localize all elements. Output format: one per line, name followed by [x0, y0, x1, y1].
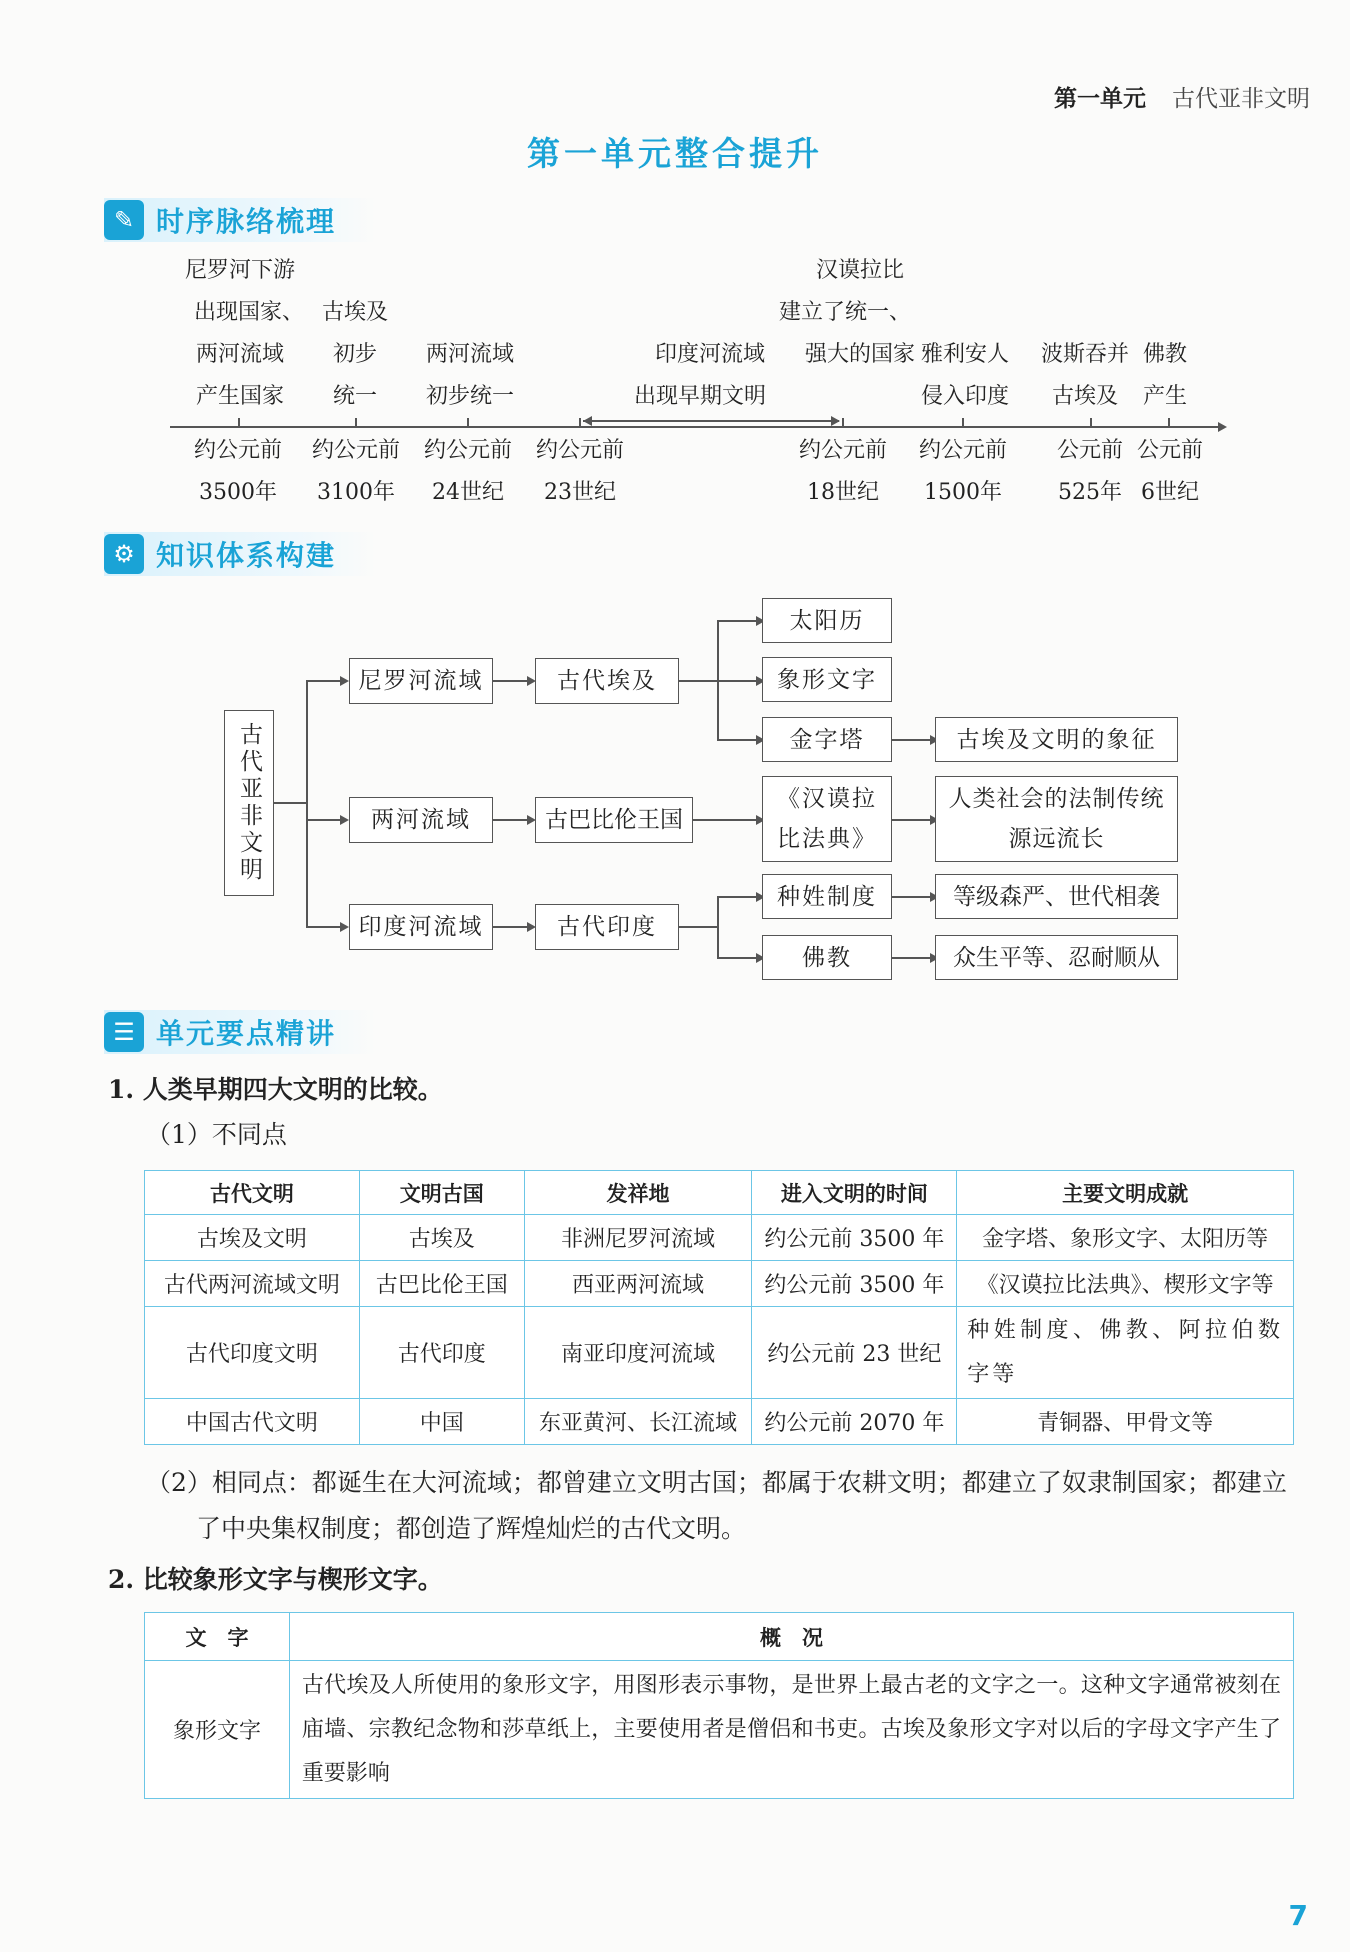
timeline-date: 约公元前 1500年: [918, 438, 1007, 505]
connector: [717, 739, 758, 741]
connector: [306, 926, 342, 928]
connector: [306, 819, 342, 821]
connector: [679, 680, 717, 682]
diagram-region-nile: 尼罗河流域: [349, 658, 493, 704]
diagram-civ-india: 古代印度: [535, 904, 679, 950]
diagram-item-pyramid: 金字塔: [762, 717, 892, 762]
table-header: 文 字: [145, 1613, 290, 1661]
table-cell: 中国: [359, 1399, 524, 1445]
timeline-axis-arrow: [1218, 422, 1227, 432]
table-cell: 古巴比伦王国: [359, 1261, 524, 1307]
timeline-date: 公元前 525年: [1056, 438, 1123, 505]
connector: [892, 957, 934, 959]
table-cell: 约公元前 2070 年: [752, 1399, 957, 1445]
timeline-date: 约公元前 3100年: [311, 438, 400, 505]
timeline-event-text: 古埃及 初步 统一: [321, 300, 388, 409]
timeline-event-text: 佛教 产生: [1142, 342, 1187, 409]
section-structure-heading: [104, 532, 376, 576]
diagram-result-law: 人类社会的法制传统源远流长: [935, 776, 1178, 862]
timeline-tick: [962, 418, 964, 427]
table-cell: 东亚黄河、长江流域: [524, 1399, 752, 1445]
table-header: 概 况: [289, 1613, 1293, 1661]
table-row: [145, 1661, 1294, 1799]
point1-sub1: （1）不同点: [146, 1120, 287, 1149]
table-cell: 象形文字: [145, 1661, 290, 1799]
running-header: [1054, 80, 1310, 113]
diagram-result-egypt: 古埃及文明的象征: [935, 717, 1178, 762]
header-title: 古代亚非文明: [1172, 86, 1310, 112]
table-row: [145, 1215, 1294, 1261]
table-cell: 古代印度文明: [145, 1307, 360, 1399]
table-cell: 南亚印度河流域: [524, 1307, 752, 1399]
diagram-item-code: 《汉谟拉比法典》: [762, 776, 892, 862]
timeline-span-arrow-right: [831, 416, 840, 426]
header-unit: 第一单元: [1054, 86, 1146, 112]
timeline-date: 公元前 6世纪: [1136, 438, 1203, 505]
table-cell: 非洲尼罗河流域: [524, 1215, 752, 1261]
table-cell: 约公元前 23 世纪: [752, 1307, 957, 1399]
page-number: 7: [1288, 1899, 1308, 1932]
diagram-region-mesopotamia: 两河流域: [349, 797, 493, 843]
connector-arrow: [340, 815, 349, 825]
connector: [493, 680, 531, 682]
book-stack-icon: ☰: [104, 1012, 144, 1052]
connector: [306, 680, 308, 927]
timeline-span: [583, 420, 839, 422]
diagram-item-caste: 种姓制度: [762, 874, 892, 919]
table-header: 主要文明成就: [957, 1171, 1294, 1215]
connector: [892, 896, 934, 898]
timeline-tick: [842, 418, 844, 427]
connector: [717, 896, 719, 958]
timeline-event-text: 波斯吞并 古埃及: [1040, 342, 1129, 409]
table-cell: 约公元前 3500 年: [752, 1261, 957, 1307]
timeline-tick: [579, 418, 581, 427]
timeline-tick: [238, 418, 240, 427]
table-cell: 约公元前 3500 年: [752, 1215, 957, 1261]
table-cell: 古埃及: [359, 1215, 524, 1261]
diagram-item-hieroglyphs: 象形文字: [762, 657, 892, 702]
table-row: [145, 1307, 1294, 1399]
diagram-root: 古代亚非文明: [224, 710, 274, 896]
table-header-row: [145, 1171, 1294, 1215]
timeline-section-icon: ✎: [104, 200, 144, 240]
connector: [717, 957, 758, 959]
timeline-tick: [1090, 418, 1092, 427]
diagram-item-buddhism: 佛教: [762, 935, 892, 980]
diagram-result-buddhism: 众生平等、忍耐顺从: [935, 935, 1178, 980]
civilization-comparison-table: [144, 1170, 1294, 1445]
connector: [493, 926, 531, 928]
timeline-span-arrow-left: [583, 416, 592, 426]
timeline-event-text: 雅利安人 侵入印度: [920, 342, 1009, 409]
connector: [306, 680, 342, 682]
section-keypoints-heading: [104, 1010, 376, 1054]
table-cell: 古代埃及人所使用的象形文字，用图形表示事物，是世界上最古老的文字之一。这种文字通常被刻在庙墙、宗教纪念物和莎草纸上，主要使用者是僧侣和书吏。古埃及象形文字对以后的字母文字产生了重要影响: [289, 1661, 1293, 1799]
table-row: [145, 1261, 1294, 1307]
table-cell: 金字塔、象形文字、太阳历等: [957, 1215, 1294, 1261]
point2-title: 2. 比较象形文字与楔形文字。: [108, 1565, 443, 1594]
connector: [679, 926, 717, 928]
table-header-row: [145, 1613, 1294, 1661]
connector: [274, 802, 306, 804]
timeline-tick: [355, 418, 357, 427]
timeline-tick: [467, 418, 469, 427]
table-cell: 古代两河流域文明: [145, 1261, 360, 1307]
table-cell: 中国古代文明: [145, 1399, 360, 1445]
point1-title: 1. 人类早期四大文明的比较。: [108, 1075, 443, 1104]
timeline-event-text: 两河流域 初步统一: [425, 342, 514, 409]
table-header: 进入文明的时间: [752, 1171, 957, 1215]
diagram-item-solar-calendar: 太阳历: [762, 598, 892, 643]
connector: [693, 819, 758, 821]
connector: [717, 896, 758, 898]
connector: [717, 620, 758, 622]
table-row: [145, 1399, 1294, 1445]
timeline-event-text: 印度河流域 出现早期文明: [633, 342, 766, 409]
connector: [717, 680, 758, 682]
table-cell: 青铜器、甲骨文等: [957, 1399, 1294, 1445]
connector: [892, 819, 934, 821]
table-header: 文明古国: [359, 1171, 524, 1215]
table-header: 发祥地: [524, 1171, 752, 1215]
structure-section-icon: ⚙: [104, 534, 144, 574]
diagram-civ-babylon: 古巴比伦王国: [535, 797, 693, 843]
section-label: 时序脉络梳理: [156, 205, 337, 238]
table-cell: 种姓制度、佛教、阿拉伯数字等: [957, 1307, 1294, 1399]
connector: [892, 739, 934, 741]
connector: [493, 819, 531, 821]
page-title: 第一单元整合提升: [527, 134, 823, 173]
table-header: 古代文明: [145, 1171, 360, 1215]
timeline-event-text: 尼罗河下游 出现国家、 两河流域 产生国家: [184, 258, 304, 409]
script-comparison-table: [144, 1612, 1294, 1799]
diagram-civ-egypt: 古代埃及: [535, 658, 679, 704]
connector-arrow: [340, 922, 349, 932]
point1-sub2: （2）相同点：都诞生在大河流域；都曾建立文明古国；都属于农耕文明；都建立了奴隶制国家；都建立了中央集权制度；都创造了辉煌灿烂的古代文明。: [146, 1468, 1287, 1543]
timeline-date: 约公元前 18世纪: [798, 438, 887, 505]
table-cell: 古代印度: [359, 1307, 524, 1399]
timeline-date: 约公元前 3500年: [193, 438, 282, 505]
timeline-date: 约公元前 24世纪: [423, 438, 512, 505]
timeline-event-text: 汉谟拉比 建立了统一、 强大的国家: [778, 258, 915, 367]
timeline-tick: [1168, 418, 1170, 427]
timeline-axis: [170, 426, 1220, 428]
table-cell: 古埃及文明: [145, 1215, 360, 1261]
diagram-region-indus: 印度河流域: [349, 904, 493, 950]
diagram-result-caste: 等级森严、世代相袭: [935, 874, 1178, 919]
section-timeline-heading: [104, 198, 376, 242]
table-cell: 西亚两河流域: [524, 1261, 752, 1307]
table-cell: 《汉谟拉比法典》、楔形文字等: [957, 1261, 1294, 1307]
section-label: 知识体系构建: [156, 539, 337, 572]
connector-arrow: [340, 676, 349, 686]
timeline-date: 约公元前 23世纪: [535, 438, 624, 505]
section-label: 单元要点精讲: [156, 1017, 337, 1050]
